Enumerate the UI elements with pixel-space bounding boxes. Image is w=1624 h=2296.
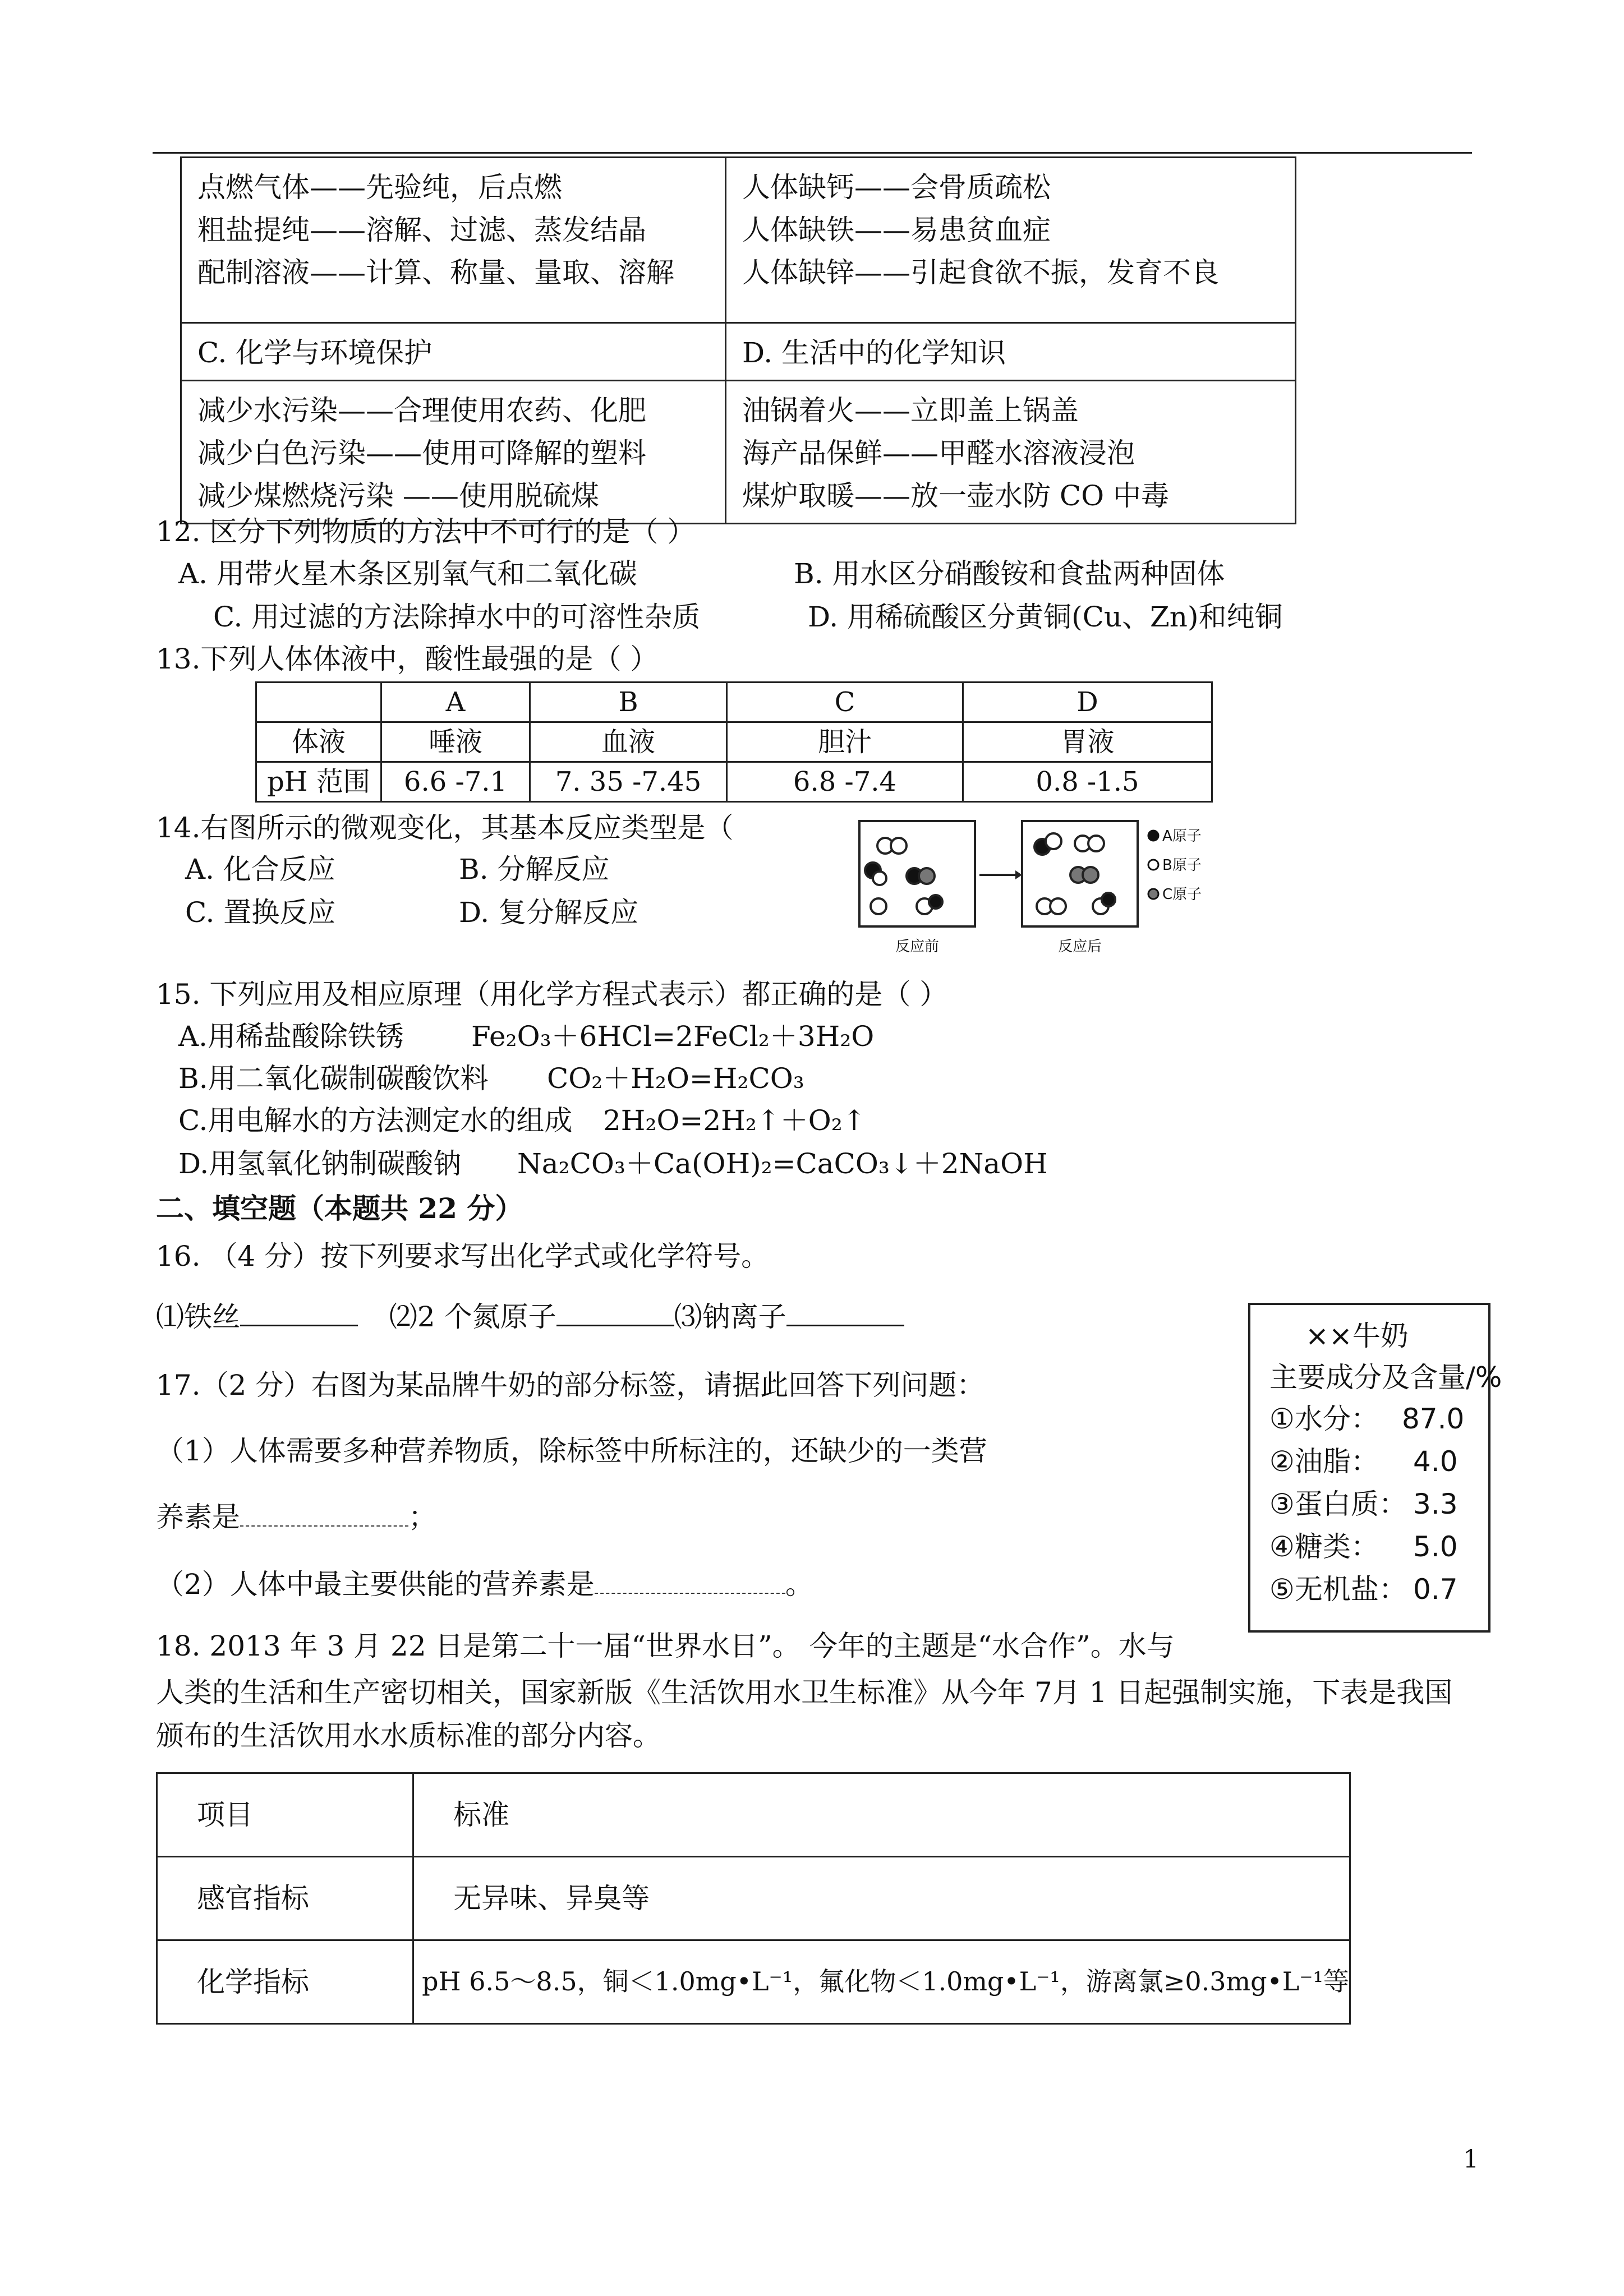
- q16-stem: 16. （4 分）按下列要求写出化学式或化学符号。: [156, 1240, 770, 1273]
- answer-blank[interactable]: [595, 1571, 785, 1594]
- q17-part-2-end: 。: [785, 1568, 813, 1601]
- col-header: B: [530, 683, 727, 722]
- q16-part-1: ⑴铁丝: [156, 1301, 240, 1333]
- cell-a: [181, 158, 726, 323]
- cell-line: 粗盐提纯——溶解、过滤、蒸发结晶: [197, 214, 646, 246]
- table-cell: 唾液: [381, 722, 530, 762]
- q15-equation-b: CO₂＋H₂O=H₂CO₃: [547, 1062, 804, 1095]
- milk-item-label: ④糖类：: [1269, 1530, 1379, 1563]
- milk-item-value: 3.3: [1413, 1488, 1458, 1520]
- caption-before: 反应前: [895, 938, 940, 955]
- legend-a-icon: [1148, 831, 1158, 841]
- table-cell: 6.8 -7.4: [727, 762, 963, 802]
- answer-blank[interactable]: [240, 1302, 358, 1326]
- q12-option-b: B. 用水区分硝酸铵和食盐两种固体: [794, 557, 1225, 590]
- milk-subtitle: 主要成分及含量/%: [1269, 1361, 1502, 1394]
- water-standard-table: [156, 1772, 1351, 2025]
- table-cell: 无异味、异臭等: [413, 1857, 1350, 1940]
- table-cell: 0.8 -1.5: [963, 762, 1212, 802]
- q18-line-3: 颁布的生活饮用水水质标准的部分内容。: [156, 1719, 661, 1752]
- q15-option-b: B.用二氧化碳制碳酸饮料: [178, 1062, 489, 1095]
- ph-table: [255, 681, 1213, 803]
- cell-line: 减少煤燃烧污染 ——使用脱硫煤: [197, 480, 599, 512]
- b-atom-icon: [1088, 836, 1104, 851]
- legend-b-icon: [1148, 860, 1158, 870]
- table-cell: 7. 35 -7.45: [530, 762, 727, 802]
- milk-item-label: ②油脂：: [1269, 1445, 1379, 1478]
- q15-stem: 15. 下列应用及相应原理（用化学方程式表示）都正确的是（ ）: [156, 978, 948, 1011]
- cell-c-header: C. 化学与环境保护: [181, 323, 726, 381]
- legend-a: A原子: [1162, 828, 1202, 845]
- a-atom-icon: [929, 895, 942, 909]
- milk-item-label: ①水分：: [1269, 1403, 1379, 1435]
- b-atom-icon: [1050, 898, 1066, 914]
- q12-option-c: C. 用过滤的方法除掉水中的可溶性杂质: [213, 601, 701, 633]
- q17-part-1a: （1）人体需要多种营养物质，除标签中所标注的，还缺少的一类营: [156, 1435, 987, 1467]
- q17-part-2: [156, 1567, 813, 1601]
- q17-part-2-label: （2）人体中最主要供能的营养素是: [156, 1568, 595, 1601]
- answer-blank[interactable]: [786, 1302, 904, 1326]
- q14-option-c: C. 置换反应: [185, 896, 336, 929]
- milk-item-label: ③蛋白质：: [1269, 1488, 1407, 1520]
- table-cell: 6.6 -7.1: [381, 762, 530, 802]
- milk-item-value: 87.0: [1402, 1403, 1465, 1435]
- table-cell: pH 6.5～8.5，铜＜1.0mg•L⁻¹，氟化物＜1.0mg•L⁻¹，游离氯≥0.3mg•L⁻¹等: [413, 1940, 1350, 2024]
- cell-line: 配制溶液——计算、称量、量取、溶解: [197, 256, 674, 289]
- c-atom-icon: [1083, 867, 1098, 883]
- cell-line: 海产品保鲜——甲醛水溶液浸泡: [742, 437, 1135, 469]
- b-atom-icon: [891, 838, 907, 854]
- q15-option-a: A.用稀盐酸除铁锈: [178, 1020, 404, 1053]
- row-label: 体液: [256, 722, 381, 762]
- q12-option-a: A. 用带火星木条区别氧气和二氧化碳: [178, 557, 637, 590]
- reaction-diagram: [852, 808, 1244, 965]
- q15-option-c: C.用电解水的方法测定水的组成: [178, 1104, 573, 1137]
- legend-b: B原子: [1162, 857, 1202, 874]
- q16-parts: [156, 1300, 904, 1334]
- cell-line: 减少水污染——合理使用农药、化肥: [197, 394, 646, 427]
- section-heading: 二、填空题（本题共 22 分）: [156, 1192, 523, 1225]
- table-cell: 化学指标: [157, 1940, 413, 2024]
- cell-line: 减少白色污染——使用可降解的塑料: [197, 437, 646, 469]
- q12-option-d: D. 用稀硫酸区分黄铜(Cu、Zn)和纯铜: [808, 601, 1283, 633]
- table-header: 标准: [413, 1773, 1350, 1857]
- cell-line: 油锅着火——立即盖上锅盖: [742, 394, 1079, 427]
- milk-item-value: 4.0: [1413, 1445, 1458, 1478]
- col-header: A: [381, 683, 530, 722]
- cell-d: [726, 381, 1296, 524]
- table-cell: 感官指标: [157, 1857, 413, 1940]
- q14-option-d: D. 复分解反应: [459, 896, 639, 929]
- table-header: 项目: [157, 1773, 413, 1857]
- table-cell: 胃液: [963, 722, 1212, 762]
- milk-item-value: 0.7: [1413, 1573, 1458, 1606]
- q12-stem: 12. 区分下列物质的方法中不可行的是（ ）: [156, 515, 696, 548]
- b-atom-icon: [871, 898, 886, 914]
- milk-item-value: 5.0: [1413, 1530, 1458, 1563]
- milk-title: ××牛奶: [1305, 1320, 1409, 1352]
- legend-c: C原子: [1162, 886, 1202, 903]
- q18-line-2: 人类的生活和生产密切相关，国家新版《生活饮用水卫生标准》从今年 7月 1 日起强制实施，下表是我国: [156, 1676, 1453, 1709]
- answer-blank[interactable]: [556, 1302, 674, 1326]
- q16-part-3: ⑶钠离子: [674, 1301, 786, 1333]
- q17-part-1b-end: ；: [408, 1501, 436, 1533]
- cell-line: 人体缺铁——易患贫血症: [742, 214, 1051, 246]
- table-cell: 胆汁: [727, 722, 963, 762]
- cell-line: 煤炉取暖——放一壶水防 CO 中毒: [742, 480, 1170, 512]
- q15-equation-a: Fe₂O₃＋6HCl=2FeCl₂＋3H₂O: [471, 1020, 875, 1053]
- header-rule: [153, 152, 1472, 154]
- b-atom-icon: [1046, 833, 1061, 849]
- q17-part-1b-label: 养素是: [156, 1501, 240, 1533]
- b-atom-icon: [873, 872, 886, 885]
- row-label: pH 范围: [256, 762, 381, 802]
- q17-stem: 17.（2 分）右图为某品牌牛奶的部分标签，请据此回答下列问题：: [156, 1369, 985, 1401]
- a-atom-icon: [1102, 893, 1115, 906]
- q16-part-2: ⑵2 个氮原子: [389, 1301, 556, 1333]
- col-header: D: [963, 683, 1212, 722]
- cell-line: 人体缺钙——会骨质疏松: [742, 171, 1051, 204]
- q17-part-1b: [156, 1500, 436, 1534]
- table-cell: 血液: [530, 722, 727, 762]
- cell-c: [181, 381, 726, 524]
- ph-table-corner: [256, 683, 381, 722]
- q14-stem: 14.右图所示的微观变化，其基本反应类型是（: [156, 812, 734, 844]
- milk-item-label: ⑤无机盐：: [1269, 1573, 1407, 1606]
- cell-b: [726, 158, 1296, 323]
- milk-label: [1248, 1303, 1502, 1633]
- c-atom-icon: [919, 868, 935, 884]
- page-number: 1: [1463, 2145, 1479, 2174]
- summary-table: [180, 156, 1296, 524]
- answer-blank[interactable]: [240, 1504, 408, 1527]
- cell-line: 人体缺锌——引起食欲不振，发育不良: [742, 256, 1219, 289]
- legend-c-icon: [1148, 889, 1158, 899]
- q15-equation-c: 2H₂O=2H₂↑＋O₂↑: [603, 1104, 866, 1137]
- cell-line: 点燃气体——先验纯，后点燃: [197, 171, 562, 204]
- q15-option-d: D.用氢氧化钠制碳酸钠: [178, 1147, 462, 1180]
- q15-equation-d: Na₂CO₃＋Ca(OH)₂=CaCO₃↓＋2NaOH: [517, 1147, 1048, 1180]
- cell-d-header: D. 生活中的化学知识: [726, 323, 1296, 381]
- q14-option-b: B. 分解反应: [459, 853, 610, 886]
- q13-stem: 13.下列人体体液中，酸性最强的是（ ）: [156, 643, 659, 675]
- caption-after: 反应后: [1058, 938, 1102, 955]
- col-header: C: [727, 683, 963, 722]
- q14-option-a: A. 化合反应: [185, 853, 335, 886]
- q18-line-1: 18. 2013 年 3 月 22 日是第二十一届“世界水日”。 今年的主题是“水合作”。水与: [156, 1630, 1175, 1662]
